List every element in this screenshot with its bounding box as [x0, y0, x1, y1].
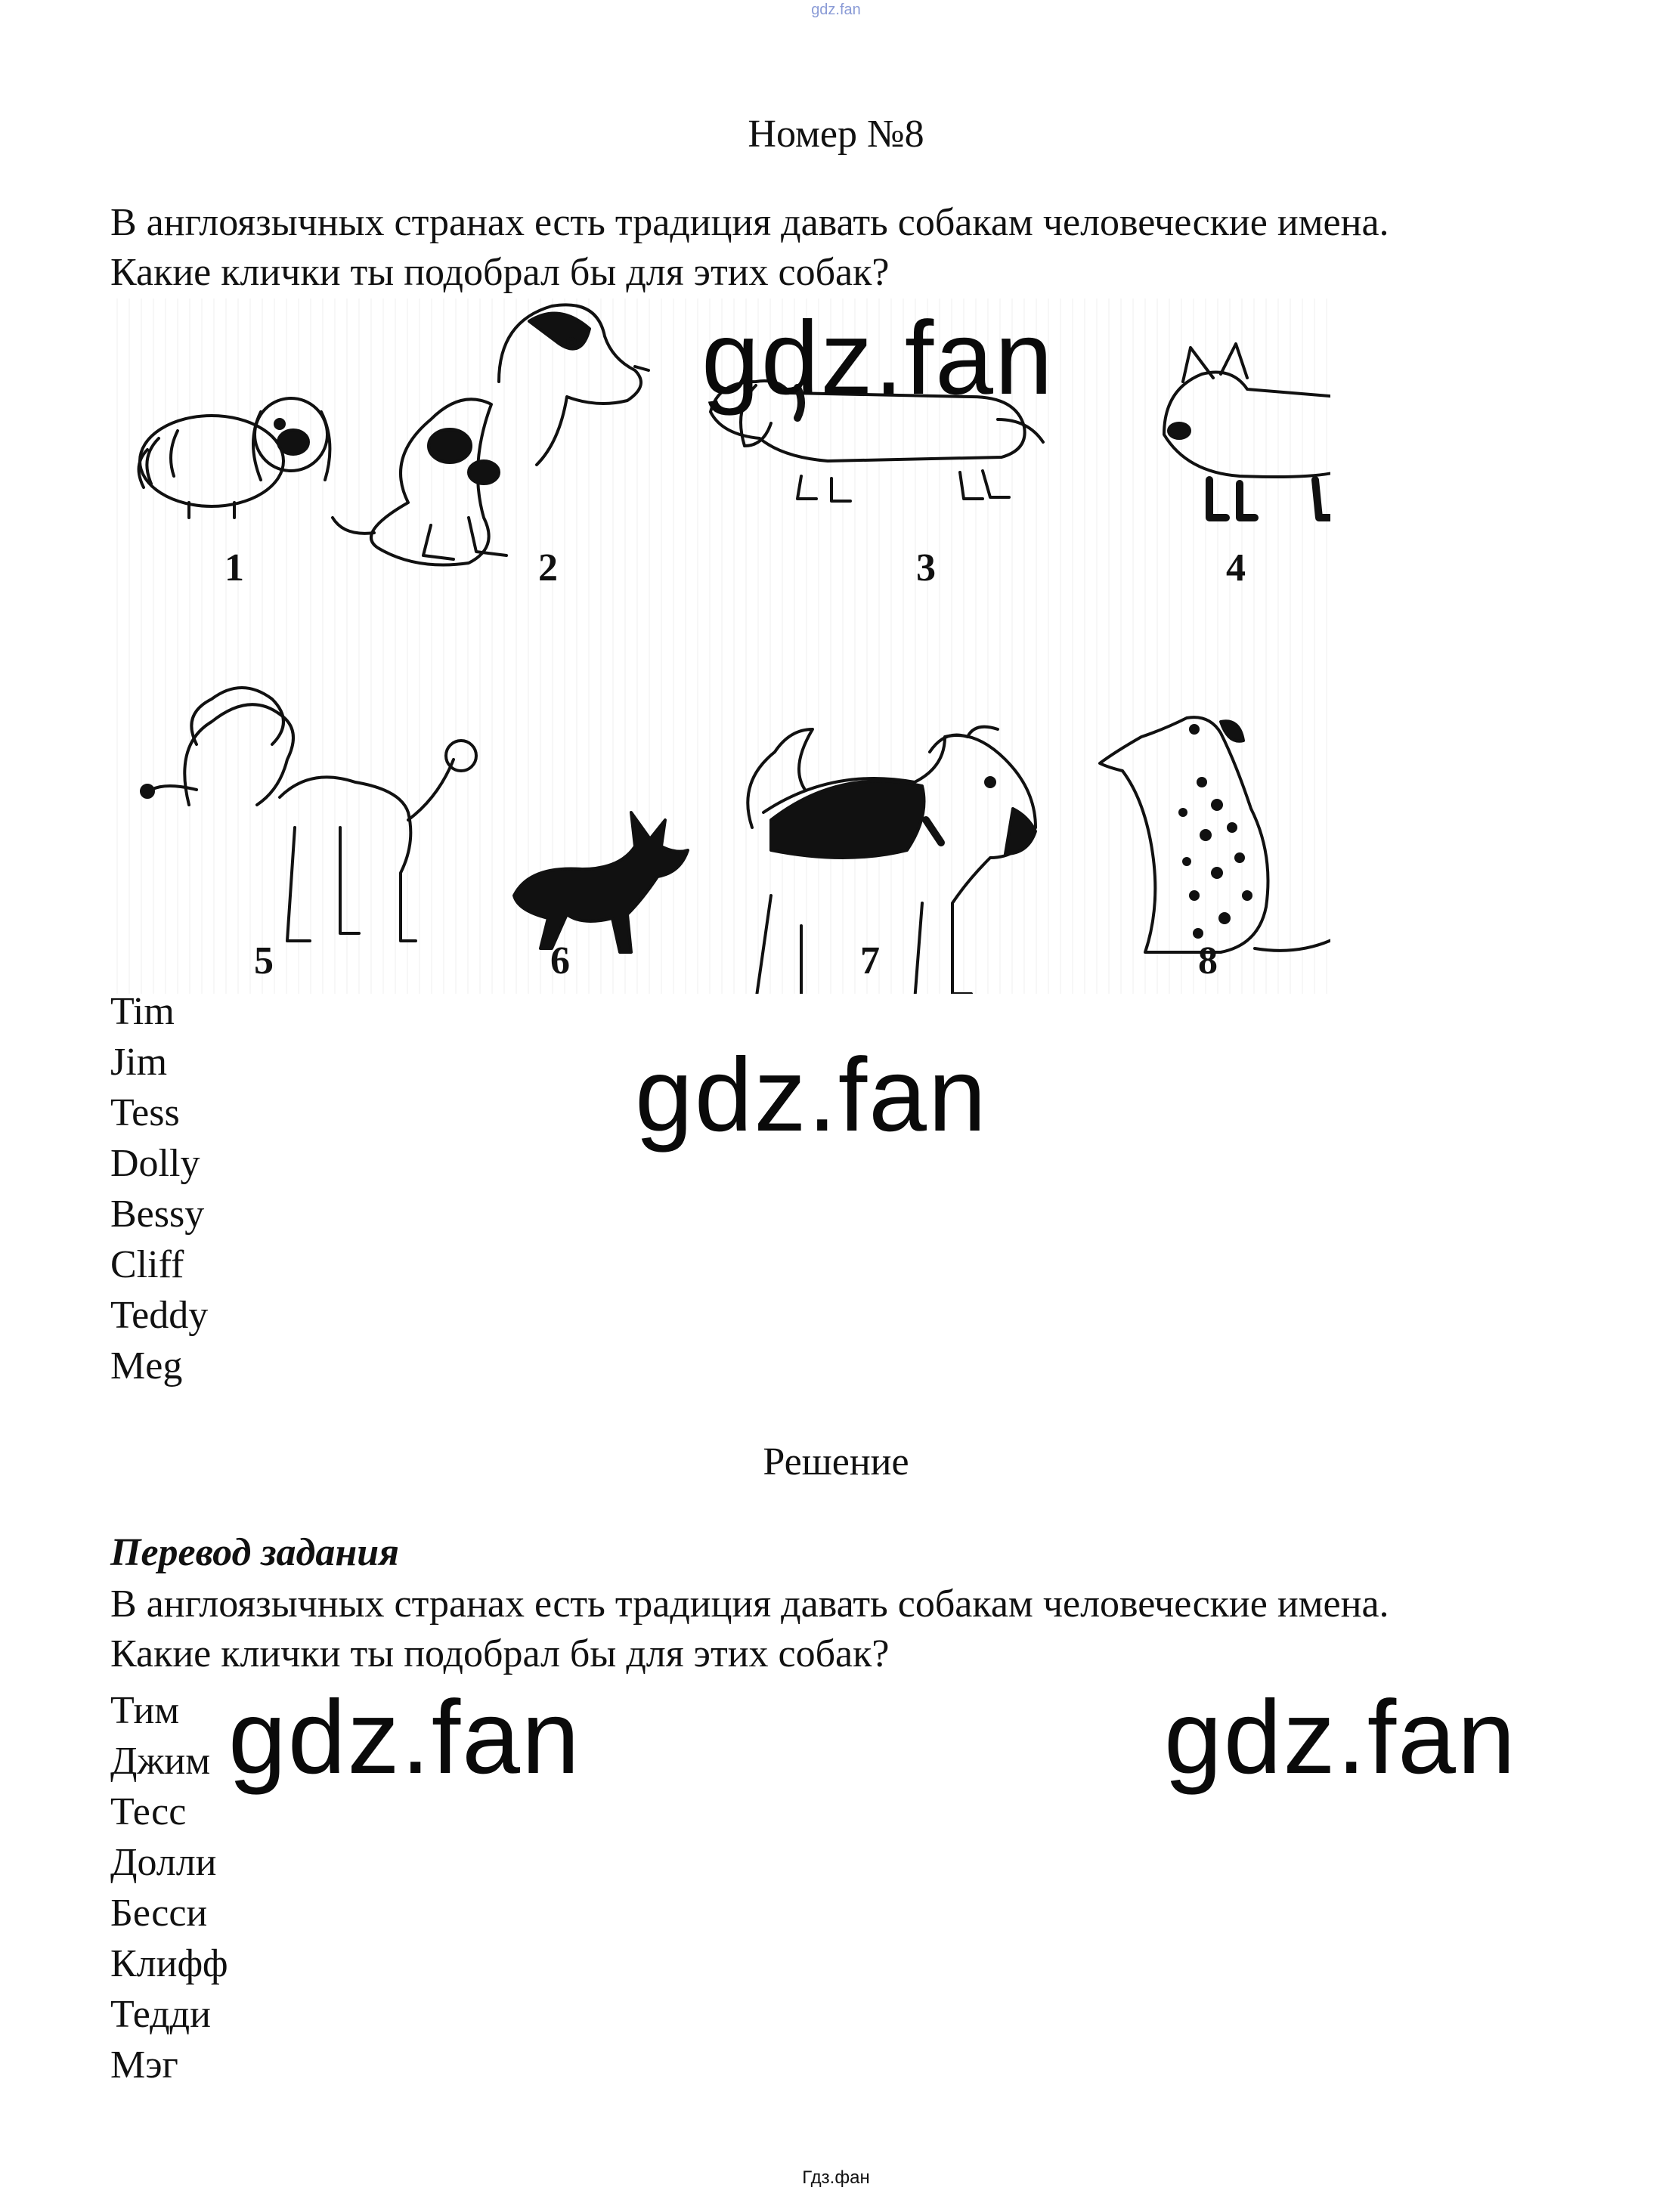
list-item: Тим — [110, 1689, 180, 1732]
list-item: Dolly — [110, 1142, 200, 1185]
dog-4-illustration — [1164, 344, 1330, 518]
task-text — [110, 198, 1607, 298]
list-item: Tim — [110, 990, 175, 1033]
task-line-1: В англоязычных странах есть традиция давать собакам человеческие имена. — [110, 201, 1389, 244]
watermark: gdz.fan — [635, 1037, 988, 1153]
dog-5-illustration — [141, 688, 476, 941]
list-item: Tess — [110, 1091, 180, 1134]
list-item: Jim — [110, 1041, 168, 1084]
dog-number-7: 7 — [860, 939, 880, 982]
dog-number-5: 5 — [254, 939, 274, 982]
watermark: gdz.fan — [1164, 1679, 1517, 1796]
dog-1-illustration — [139, 398, 330, 518]
list-item: Тедди — [110, 1993, 211, 2036]
list-item: Долли — [110, 1841, 217, 1884]
names-en-list — [110, 986, 208, 1391]
list-item: Bessy — [110, 1193, 205, 1236]
dog-8-illustration — [1100, 717, 1330, 952]
page-title: Номер №8 — [748, 113, 924, 156]
dog-number-1: 1 — [224, 546, 244, 589]
dog-7-illustration — [748, 727, 1036, 994]
watermark: gdz.fan — [701, 300, 1054, 416]
list-item: Teddy — [110, 1294, 209, 1337]
dog-number-6: 6 — [550, 939, 570, 982]
dog-number-3: 3 — [916, 546, 936, 589]
list-item: Мэг — [110, 2043, 178, 2087]
translation-line-1: В англоязычных странах есть традиция давать собакам человеческие имена. — [110, 1582, 1389, 1626]
list-item: Тесс — [110, 1790, 187, 1833]
dog-number-2: 2 — [538, 546, 558, 589]
dog-number-4: 4 — [1226, 546, 1246, 589]
names-ru-list — [110, 1685, 228, 2090]
translation-text — [110, 1579, 1607, 1679]
dog-number-8: 8 — [1198, 939, 1218, 982]
task-line-2: Какие клички ты подобрал бы для этих собак? — [110, 251, 890, 294]
watermark: gdz.fan — [228, 1679, 581, 1796]
list-item: Джим — [110, 1740, 211, 1783]
list-item: Meg — [110, 1344, 183, 1388]
list-item: Cliff — [110, 1243, 184, 1286]
dog-2-illustration — [333, 305, 649, 565]
footer-text: Гдз.фан — [802, 2167, 870, 2188]
list-item: Бесси — [110, 1892, 208, 1935]
translation-heading: Перевод задания — [110, 1531, 399, 1574]
top-watermark: gdz.fan — [811, 2, 861, 18]
translation-line-2: Какие клички ты подобрал бы для этих собак? — [110, 1632, 890, 1675]
solution-heading: Решение — [763, 1440, 909, 1483]
list-item: Клифф — [110, 1942, 228, 1985]
dog-6-illustration — [514, 812, 688, 952]
